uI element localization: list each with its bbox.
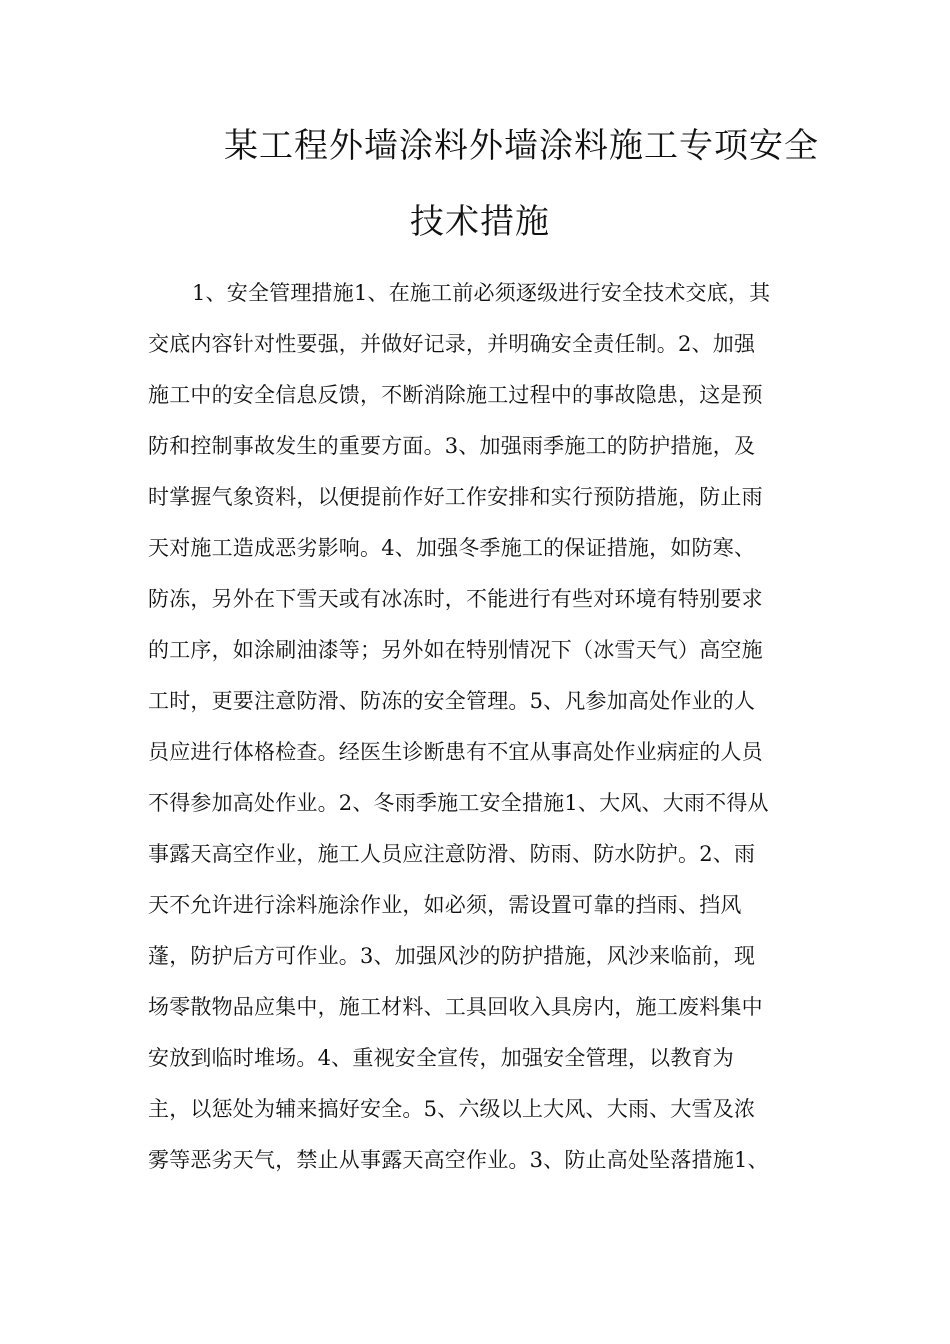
body-line-11: 不得参加高处作业。2、冬雨季施工安全措施1、大风、大雨不得从 xyxy=(148,791,769,815)
body-line-10: 员应进行体格检查。经医生诊断患有不宜从事高处作业病症的人员 xyxy=(148,740,763,764)
body-line-3: 施工中的安全信息反馈，不断消除施工过程中的事故隐患，这是预 xyxy=(148,383,763,407)
document-title-line-1: 某工程外墙涂料外墙涂料施工专项安全 xyxy=(224,126,819,166)
body-line-13: 天不允许进行涂料施涂作业，如必须，需设置可靠的挡雨、挡风 xyxy=(148,893,742,917)
body-line-17: 主，以惩处为辅来搞好安全。5、六级以上大风、大雨、大雪及浓 xyxy=(148,1097,756,1121)
body-line-9: 工时，更要注意防滑、防冻的安全管理。5、凡参加高处作业的人 xyxy=(148,689,756,713)
body-line-14: 蓬，防护后方可作业。3、加强风沙的防护措施，风沙来临前，现 xyxy=(148,944,756,968)
body-line-16: 安放到临时堆场。4、重视安全宣传，加强安全管理，以教育为 xyxy=(148,1046,734,1070)
body-line-15: 场零散物品应集中，施工材料、工具回收入具房内，施工废料集中 xyxy=(148,995,763,1019)
body-line-7: 防冻，另外在下雪天或有冰冻时，不能进行有些对环境有特别要求 xyxy=(148,587,763,611)
document-title-line-2: 技术措施 xyxy=(410,202,550,242)
body-line-4: 防和控制事故发生的重要方面。3、加强雨季施工的防护措施，及 xyxy=(148,434,756,458)
body-line-8: 的工序，如涂刷油漆等；另外如在特别情况下（冰雪天气）高空施 xyxy=(148,638,763,662)
body-line-6: 天对施工造成恶劣影响。4、加强冬季施工的保证措施，如防寒、 xyxy=(148,536,756,560)
body-line-12: 事露天高空作业，施工人员应注意防滑、防雨、防水防护。2、雨 xyxy=(148,842,756,866)
body-line-5: 时掌握气象资料，以便提前作好工作安排和实行预防措施，防止雨 xyxy=(148,485,763,509)
body-line-2: 交底内容针对性要强，并做好记录，并明确安全责任制。2、加强 xyxy=(148,332,756,356)
body-line-18: 雾等恶劣天气，禁止从事露天高空作业。3、防止高处坠落措施1、 xyxy=(148,1148,769,1172)
body-line-1: 1、安全管理措施1、在施工前必须逐级进行安全技术交底，其 xyxy=(192,281,771,305)
